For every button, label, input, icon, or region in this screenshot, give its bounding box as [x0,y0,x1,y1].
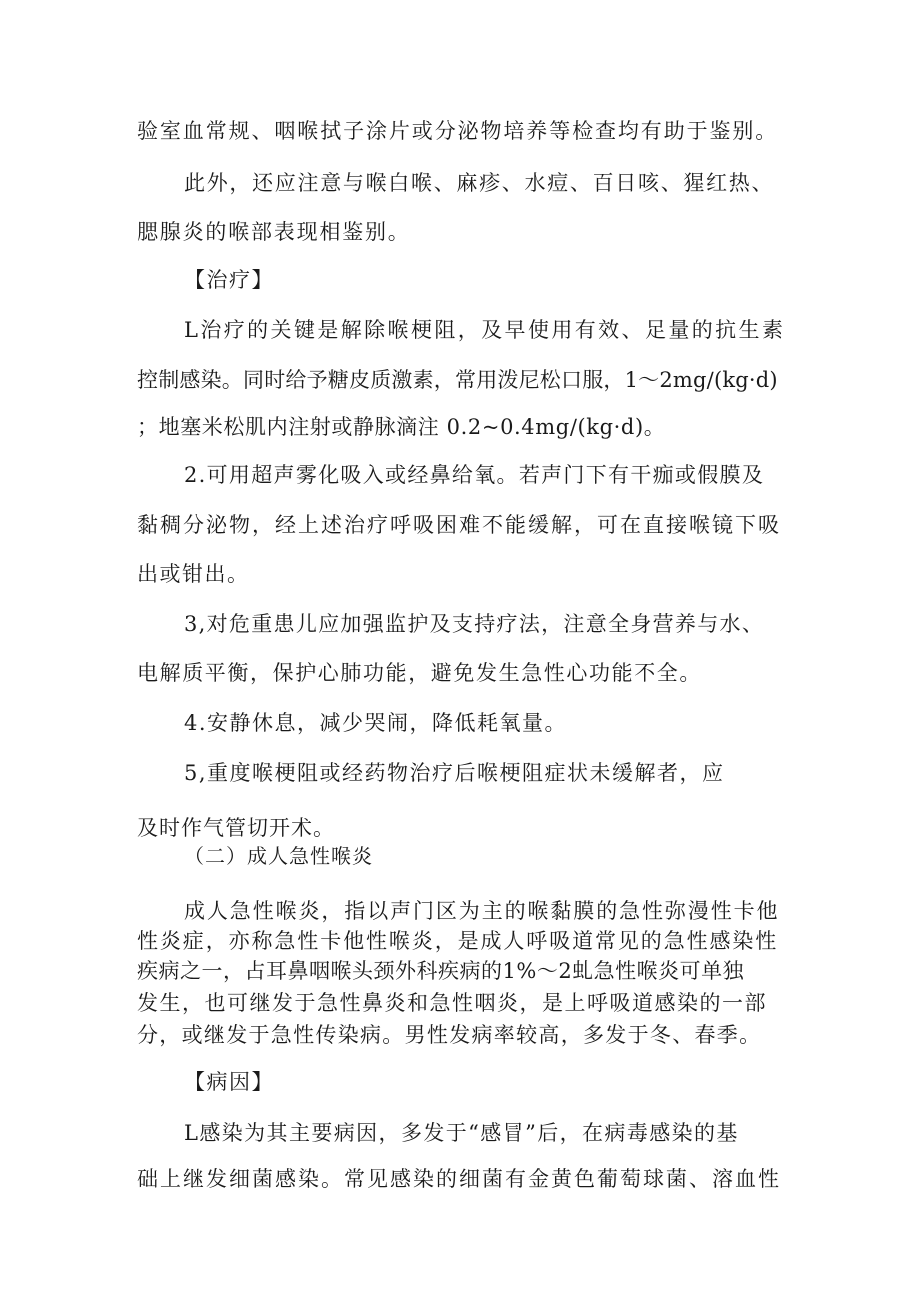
text-line: L感染为其主要病因，多发于“感冒”后，在病毒感染的基 [184,1121,739,1145]
text-line: 分，或继发于急性传染病。男性发病率较高，多发于冬、春季。 [137,1023,762,1047]
text-line: 2.可用超声雾化吸入或经鼻给氧。若声门下有干痂或假膜及 [184,463,765,487]
text-line: 黏稠分泌物，经上述治疗呼吸困难不能缓解，可在直接喉镜下吸 [137,513,781,537]
text-line: 发生，也可继发于急性鼻炎和急性咽炎，是上呼吸道感染的一部 [137,991,767,1015]
text-line: 成人急性喉炎，指以声门区为主的喉黏膜的急性弥漫性卡他 [184,899,780,923]
text-line: 腮腺炎的喉部表现相鉴别。 [137,220,411,244]
text-line: 础上继发细菌感染。常见感染的细菌有金黄色葡萄球菌、溶血性 [137,1167,781,1191]
text-line: 出或钳出。 [137,562,250,586]
text-line: 及时作气管切开术。 [137,816,335,840]
text-line: L治疗的关键是解除喉梗阻，及早使用有效、足量的抗生素 [184,318,786,342]
section-heading-etiology: 【病因】 [184,1070,274,1094]
text-line: 控制感染。同时给予糖皮质激素，常用泼尼松口服，1～2mg∕(kg·d) [137,368,778,392]
text-line: 4.安静休息，减少哭闹，降低耗氧量。 [184,711,568,735]
section-heading-adult-acute-laryngitis: （二）成人急性喉炎 [184,844,373,868]
text-line: 电解质平衡，保护心肺功能，避免发生急性心功能不全。 [137,661,702,685]
text-line: 性炎症，亦称急性卡他性喉炎，是成人呼吸道常见的急性感染性 [137,929,779,953]
text-line: 3,对危重患儿应加强监护及支持疗法，注意全身营养与水、 [184,612,765,636]
section-heading-treatment: 【治疗】 [184,268,274,292]
text-line: 验室血常规、咽喉拭子涂片或分泌物培养等检查均有助于鉴别。 [137,119,779,143]
text-line: 5,重度喉梗阻或经药物治疗后喉梗阻症状未缓解者，应 [184,761,725,785]
text-line: 此外，还应注意与喉白喉、麻疹、水痘、百日咳、猩红热、 [184,171,775,195]
text-line: 疾病之一，占耳鼻咽喉头颈外科疾病的1%～2虬急性喉炎可单独 [137,959,745,983]
text-line: ；地塞米松肌内注射或静脉滴注 0.2~0.4mg∕(kg·d)。 [137,415,666,439]
